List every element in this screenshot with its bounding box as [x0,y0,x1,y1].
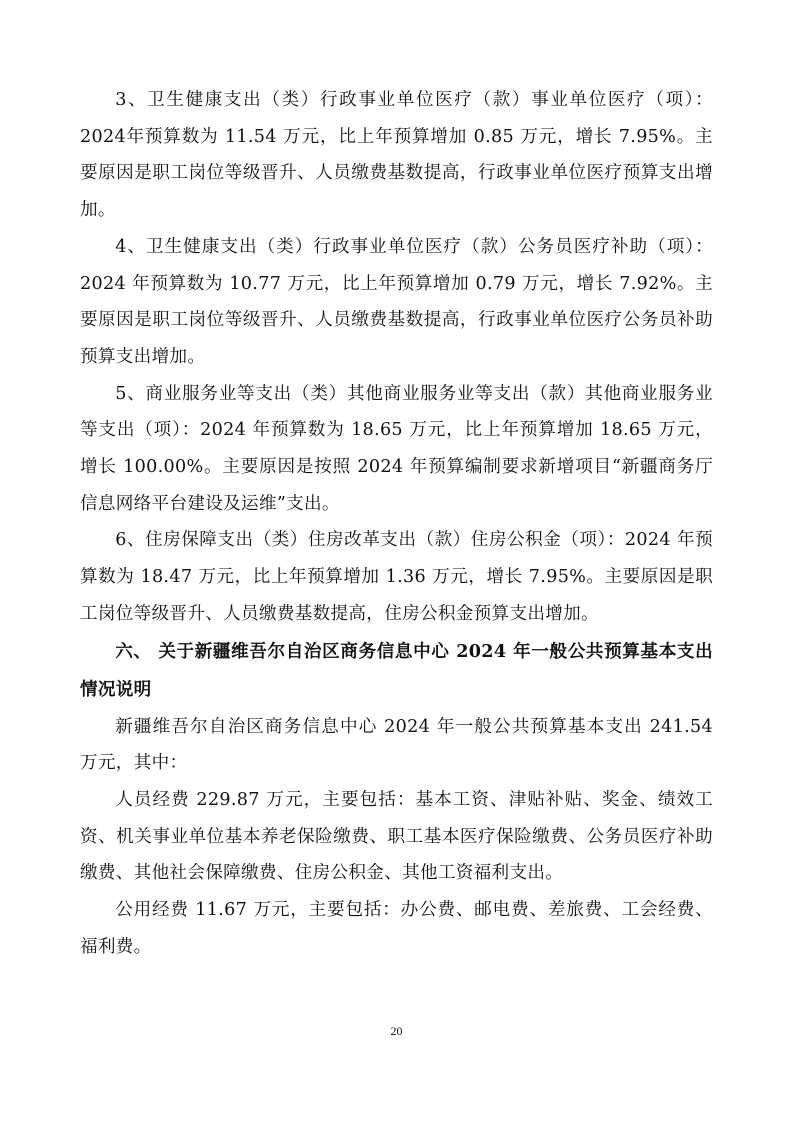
paragraph-item-3: 3、卫生健康支出（类）行政事业单位医疗（款）事业单位医疗（项）：2024年预算数为 11.54 万元，比上年预算增加 0.85 万元，增长 7.95%。主要原因是职工岗位等级晋升、人员缴费基数提高，行政事业单位医疗预算支出增加。 [80,90,713,221]
page-number: 20 [390,1024,403,1038]
section-heading: 六、 关于新疆维吾尔自治区商务信息中心 2024 年一般公共预算基本支出情况说明 [80,640,713,700]
paragraph-item-5: 5、商业服务业等支出（类）其他商业服务业等支出（款）其他商业服务业等支出（项）：2024 年预算数为 18.65 万元，比上年预算增加 18.65 万元，增长 100.00%。主要原因是按照 2024 年预算编制要求新增项目“新疆商务厅信息网络平台建设及运维”支出。 [80,383,713,514]
section-intro-paragraph: 新疆维吾尔自治区商务信息中心 2024 年一般公共预算基本支出 241.54 万元，其中： [80,716,713,774]
personnel-expense-paragraph: 人员经费 229.87 万元，主要包括：基本工资、津贴补贴、奖金、绩效工资、机关事业单位基本养老保险缴费、职工基本医疗保险缴费、公务员医疗补助缴费、其他社会保障缴费、住房公积金、其他工资福利支出。 [80,789,713,884]
document-body [80,82,713,965]
paragraph-item-6: 6、住房保障支出（类）住房改革支出（款）住房公积金（项）：2024 年预算数为 18.47 万元，比上年预算增加 1.36 万元，增长 7.95%。主要原因是职工岗位等级晋升、人员缴费基数提高，住房公积金预算支出增加。 [80,530,713,624]
paragraph-item-4: 4、卫生健康支出（类）行政事业单位医疗（款）公务员医疗补助（项）：2024 年预算数为 10.77 万元，比上年预算增加 0.79 万元，增长 7.92%。主要原因是职工岗位等级晋升、人员缴费基数提高，行政事业单位医疗公务员补助预算支出增加。 [80,236,713,367]
public-expense-paragraph: 公用经费 11.67 万元，主要包括：办公费、邮电费、差旅费、工会经费、福利费。 [80,900,713,957]
